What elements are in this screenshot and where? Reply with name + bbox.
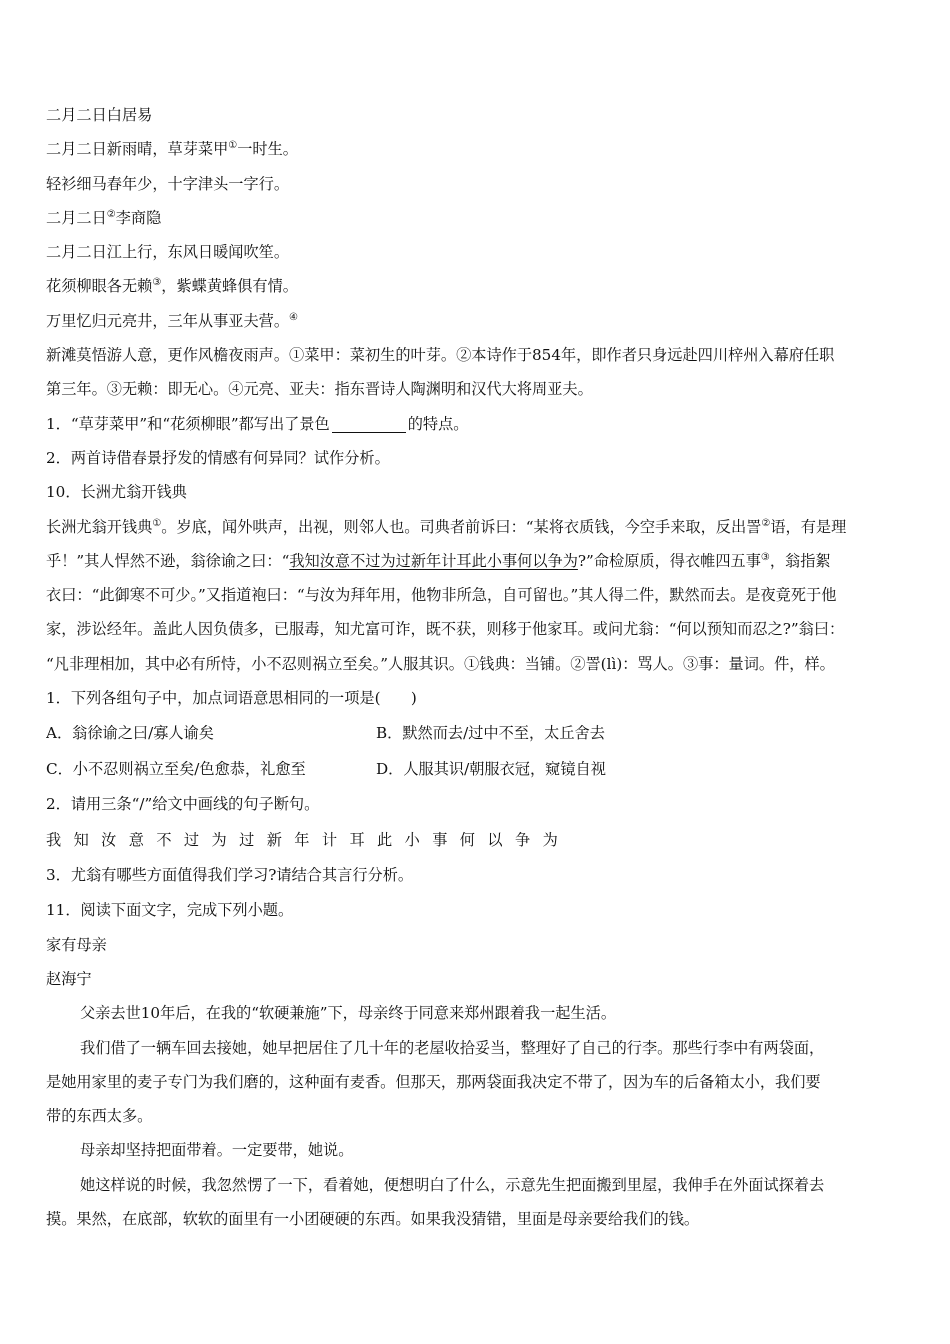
- q10-text-line1: 长洲尤翁开钱典①。岁底，闻外哄声，出视，则邻人也。司典者前诉曰：“某将衣质钱，今空手来取，反出詈②语，有是理: [46, 517, 847, 536]
- option-a[interactable]: A．翁徐谕之曰/寡人谕矣: [46, 724, 214, 743]
- q10-question-2: 2．请用三条“/”给文中画线的句子断句。: [46, 795, 320, 814]
- answer-blank: [332, 414, 406, 433]
- poem2-line1: 二月二日江上行，东风日暖闻吹笙。: [46, 243, 289, 262]
- article-author: 赵海宁: [46, 969, 92, 988]
- article-title: 家有母亲: [46, 935, 107, 954]
- poem-question-2: 2．两首诗借春景抒发的情感有何异同？试作分析。: [46, 448, 390, 467]
- document-page: [46, 98, 908, 1236]
- poem-notes-line1: 新滩莫悟游人意，更作风檐夜雨声。①菜甲：菜初生的叶芽。②本诗作于854年，即作者只身远赴四川梓州入幕府任职: [46, 346, 835, 365]
- poem2-line2: 花须柳眼各无赖③，紫蝶黄蜂俱有情。: [46, 277, 298, 296]
- q10-text-line4: 家，涉讼经年。盖此人因负债多，已服毒，知尤富可诈，既不获，则移于他家耳。或问尤翁：“何以预知而忍之?”翁曰：: [46, 620, 845, 639]
- article-paragraph-3: 母亲却坚持把面带着。一定要带，她说。: [80, 1141, 354, 1160]
- q10-options-ab: [46, 716, 908, 751]
- q10-text-line2: 乎！”其人悍然不逊，翁徐谕之曰：“我知汝意不过为过新年计耳此小事何以争为?”命检原质，得衣帷四五事③，翁指絮: [46, 551, 831, 570]
- poem2-line3: 万里忆归元亮井，三年从事亚夫营。④: [46, 311, 298, 330]
- q10-title: 10．长洲尤翁开钱典: [46, 483, 187, 502]
- poem1-line2: 轻衫细马春年少，十字津头一字行。: [46, 174, 289, 193]
- q11-title: 11．阅读下面文字，完成下列小题。: [46, 901, 294, 920]
- poem1-title: 二月二日白居易: [46, 106, 153, 124]
- q10-question-3: 3．尤翁有哪些方面值得我们学习?请结合其言行分析。: [46, 866, 414, 884]
- article-paragraph-1: 父亲去世10年后，在我的“软硬兼施”下，母亲终于同意来郑州跟着我一起生活。: [80, 1004, 617, 1023]
- poem-notes-line2: 第三年。③无赖：即无心。④元亮、亚夫：指东晋诗人陶渊明和汉代大将周亚夫。: [46, 380, 593, 399]
- article-paragraph-2-line1: 我们借了一辆车回去接她，她早把居住了几十年的老屋收拾妥当，整理好了自己的行李。那些行李中有两袋面，: [80, 1038, 825, 1057]
- article-paragraph-4-line1: 她这样说的时候，我忽然愣了一下，看着她，便想明白了什么，示意先生把面搬到里屋，我伸手在外面试探着去: [80, 1175, 825, 1194]
- option-c[interactable]: C．小不忍则祸立至矣/色愈恭，礼愈至: [46, 759, 306, 778]
- q10-options-cd: [46, 752, 908, 787]
- poem1-line1: 二月二日新雨晴，草芽菜甲①一时生。: [46, 140, 298, 159]
- article-paragraph-2-line2: 是她用家里的麦子专门为我们磨的，这种面有麦香。但那天，那两袋面我决定不带了，因为车的后备箱太小，我们要: [46, 1072, 821, 1091]
- option-b[interactable]: B．默然而去/过中不至，太丘舍去: [376, 724, 605, 743]
- article-paragraph-4-line2: 摸。果然，在底部，软软的面里有一小团硬硬的东西。如果我没猜错，里面是母亲要给我们的钱。: [46, 1210, 700, 1229]
- option-d[interactable]: D．人服其识/朝服衣冠，窥镜自视: [376, 759, 606, 778]
- poem-question-1: 1．“草芽菜甲”和“花须柳眼”都写出了景色 的特点。: [46, 414, 469, 433]
- q10-text-line5: “凡非理相加，其中必有所恃，小不忍则祸立至矣。”人服其识。①钱典：当铺。②詈(lì)：骂人。③事：量词。件，样。: [46, 654, 835, 673]
- q10-question-1: 1．下列各组句子中，加点词语意思相同的一项是( ): [46, 689, 417, 708]
- poem2-title: 二月二日②李商隐: [46, 208, 162, 227]
- q10-sentence-to-punctuate: 我知汝意不过为过新年计耳此小事何以争为: [46, 830, 571, 849]
- q10-text-line3: 衣曰：“此御寒不可少。”又指道袍曰：“与汝为拜年用，他物非所急，自可留也。”其人得二件，默然而去。是夜竟死于他: [46, 586, 837, 605]
- article-paragraph-2-line3: 带的东西太多。: [46, 1107, 153, 1126]
- underlined-sentence: 我知汝意不过为过新年计耳此小事何以争为: [289, 551, 578, 570]
